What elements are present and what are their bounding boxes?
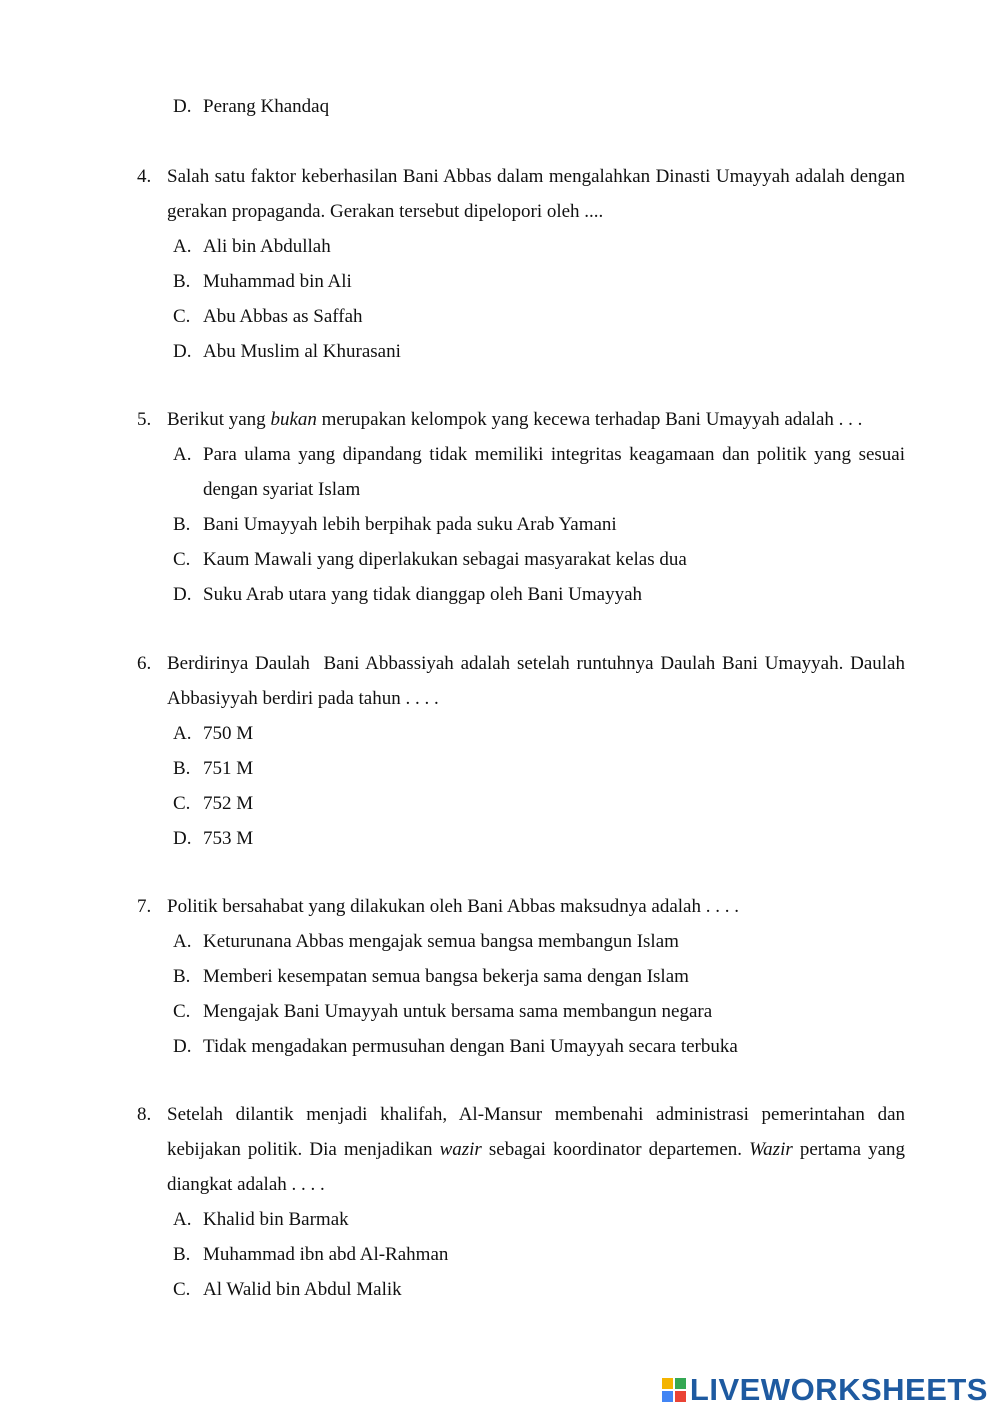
option-letter: A. <box>173 444 192 465</box>
option-q5-d <box>173 577 905 612</box>
option-q3-d <box>173 89 905 124</box>
logo-square-1 <box>662 1378 673 1389</box>
option-q7-a <box>173 924 905 959</box>
question-text <box>167 1097 905 1202</box>
option-text: Muhammad ibn abd Al-Rahman <box>203 1244 449 1265</box>
option-q8-c <box>173 1272 905 1307</box>
option-letter: D. <box>173 828 192 849</box>
option-letter: B. <box>173 271 191 292</box>
option-letter: B. <box>173 1244 191 1265</box>
option-letter: A. <box>173 1209 192 1230</box>
question-number: 7. <box>137 896 152 917</box>
option-text: Abu Abbas as Saffah <box>203 306 363 327</box>
option-q4-a <box>173 229 905 264</box>
option-text: Al Walid bin Abdul Malik <box>203 1279 402 1300</box>
option-letter: B. <box>173 966 191 987</box>
question-4 <box>137 159 905 369</box>
question-text-part: Setelah dilantik menjadi khalifah, Al-Mansur membenahi administrasi pemerintahan dan kebijakan politik. Dia menjadikan <box>167 1104 905 1160</box>
question-8 <box>137 1097 905 1307</box>
option-text: Bani Umayyah lebih berpihak pada suku Arab Yamani <box>203 514 617 535</box>
question-text-emphasis: Wazir <box>749 1139 793 1160</box>
option-q7-c <box>173 994 905 1029</box>
option-text: Memberi kesempatan semua bangsa bekerja sama dengan Islam <box>203 966 689 987</box>
option-text: Abu Muslim al Khurasani <box>203 341 401 362</box>
option-q6-c <box>173 786 905 821</box>
option-q4-b <box>173 264 905 299</box>
option-text: Perang Khandaq <box>203 96 330 117</box>
question-text-part: pertama yang diangkat adalah . . . . <box>167 1139 906 1195</box>
option-letter: C. <box>173 793 191 814</box>
option-q4-c <box>173 299 905 334</box>
option-q4-d <box>173 334 905 369</box>
logo-square-4 <box>675 1391 686 1402</box>
option-q6-d <box>173 821 905 856</box>
question-7 <box>137 889 905 1064</box>
liveworksheets-logo-text: LIVEWORKSHEETS <box>689 1372 988 1407</box>
option-text: Ali bin Abdullah <box>203 236 331 257</box>
question-text <box>167 402 905 437</box>
option-text: Khalid bin Barmak <box>203 1209 349 1230</box>
liveworksheets-logo <box>662 1372 988 1408</box>
option-letter: C. <box>173 549 191 570</box>
option-q7-b <box>173 959 905 994</box>
question-text: Salah satu faktor keberhasilan Bani Abbas dalam mengalahkan Dinasti Umayyah adalah dengan gerakan propaganda. Gerakan tersebut dipelopori oleh .... <box>167 166 905 222</box>
option-text: Tidak mengadakan permusuhan dengan Bani Umayyah secara terbuka <box>203 1036 738 1057</box>
question-6 <box>137 646 909 856</box>
option-letter: D. <box>173 584 192 605</box>
question-number: 4. <box>137 166 152 187</box>
option-q6-b <box>173 751 905 786</box>
option-text: 753 M <box>203 828 254 849</box>
option-q6-a <box>173 716 905 751</box>
question-number: 6. <box>137 653 152 674</box>
option-letter: B. <box>173 758 191 779</box>
option-letter: C. <box>173 1001 191 1022</box>
option-letter: A. <box>173 931 192 952</box>
option-letter: B. <box>173 514 191 535</box>
option-text: Kaum Mawali yang diperlakukan sebagai masyarakat kelas dua <box>203 549 687 570</box>
option-q5-c <box>173 542 905 577</box>
option-letter: D. <box>173 1036 192 1057</box>
question-text-emphasis: wazir <box>439 1139 482 1160</box>
question-number: 8. <box>137 1104 152 1125</box>
question-text-part: merupakan kelompok yang kecewa terhadap Bani Umayyah adalah . . . <box>316 409 863 430</box>
option-text: Para ulama yang dipandang tidak memiliki integritas keagamaan dan politik yang sesuai dengan syariat Islam <box>203 444 905 500</box>
liveworksheets-logo-icon <box>662 1378 686 1402</box>
option-text: 750 M <box>203 723 254 744</box>
option-letter: D. <box>173 341 192 362</box>
question-text-emphasis: bukan <box>270 409 317 430</box>
option-q5-b <box>173 507 905 542</box>
logo-square-2 <box>675 1378 686 1389</box>
option-letter: A. <box>173 236 192 257</box>
option-letter: C. <box>173 306 191 327</box>
option-letter: C. <box>173 1279 191 1300</box>
option-q8-b <box>173 1237 905 1272</box>
option-text: Mengajak Bani Umayyah untuk bersama sama membangun negara <box>203 1001 713 1022</box>
option-text: Suku Arab utara yang tidak dianggap oleh Bani Umayyah <box>203 584 643 605</box>
question-text-part: sebagai koordinator departemen. <box>481 1139 750 1160</box>
option-text: Keturunana Abbas mengajak semua bangsa membangun Islam <box>203 931 679 952</box>
option-q8-a <box>173 1202 905 1237</box>
option-text: 752 M <box>203 793 254 814</box>
option-letter: D. <box>173 96 192 117</box>
question-3-tail <box>137 89 905 124</box>
option-letter: A. <box>173 723 192 744</box>
option-q7-d <box>173 1029 905 1064</box>
question-text-part: Berikut yang <box>167 409 271 430</box>
question-number: 5. <box>137 409 152 430</box>
question-text: Berdirinya Daulah Bani Abbassiyah adalah setelah runtuhnya Daulah Bani Umayyah. Daulah Abbasiyyah berdiri pada tahun . . . . <box>167 653 909 709</box>
question-text: Politik bersahabat yang dilakukan oleh Bani Abbas maksudnya adalah . . . . <box>167 896 739 917</box>
option-q5-a <box>173 437 905 507</box>
question-5 <box>137 402 905 612</box>
logo-square-3 <box>662 1391 673 1402</box>
option-text: Muhammad bin Ali <box>203 271 352 292</box>
option-text: 751 M <box>203 758 254 779</box>
